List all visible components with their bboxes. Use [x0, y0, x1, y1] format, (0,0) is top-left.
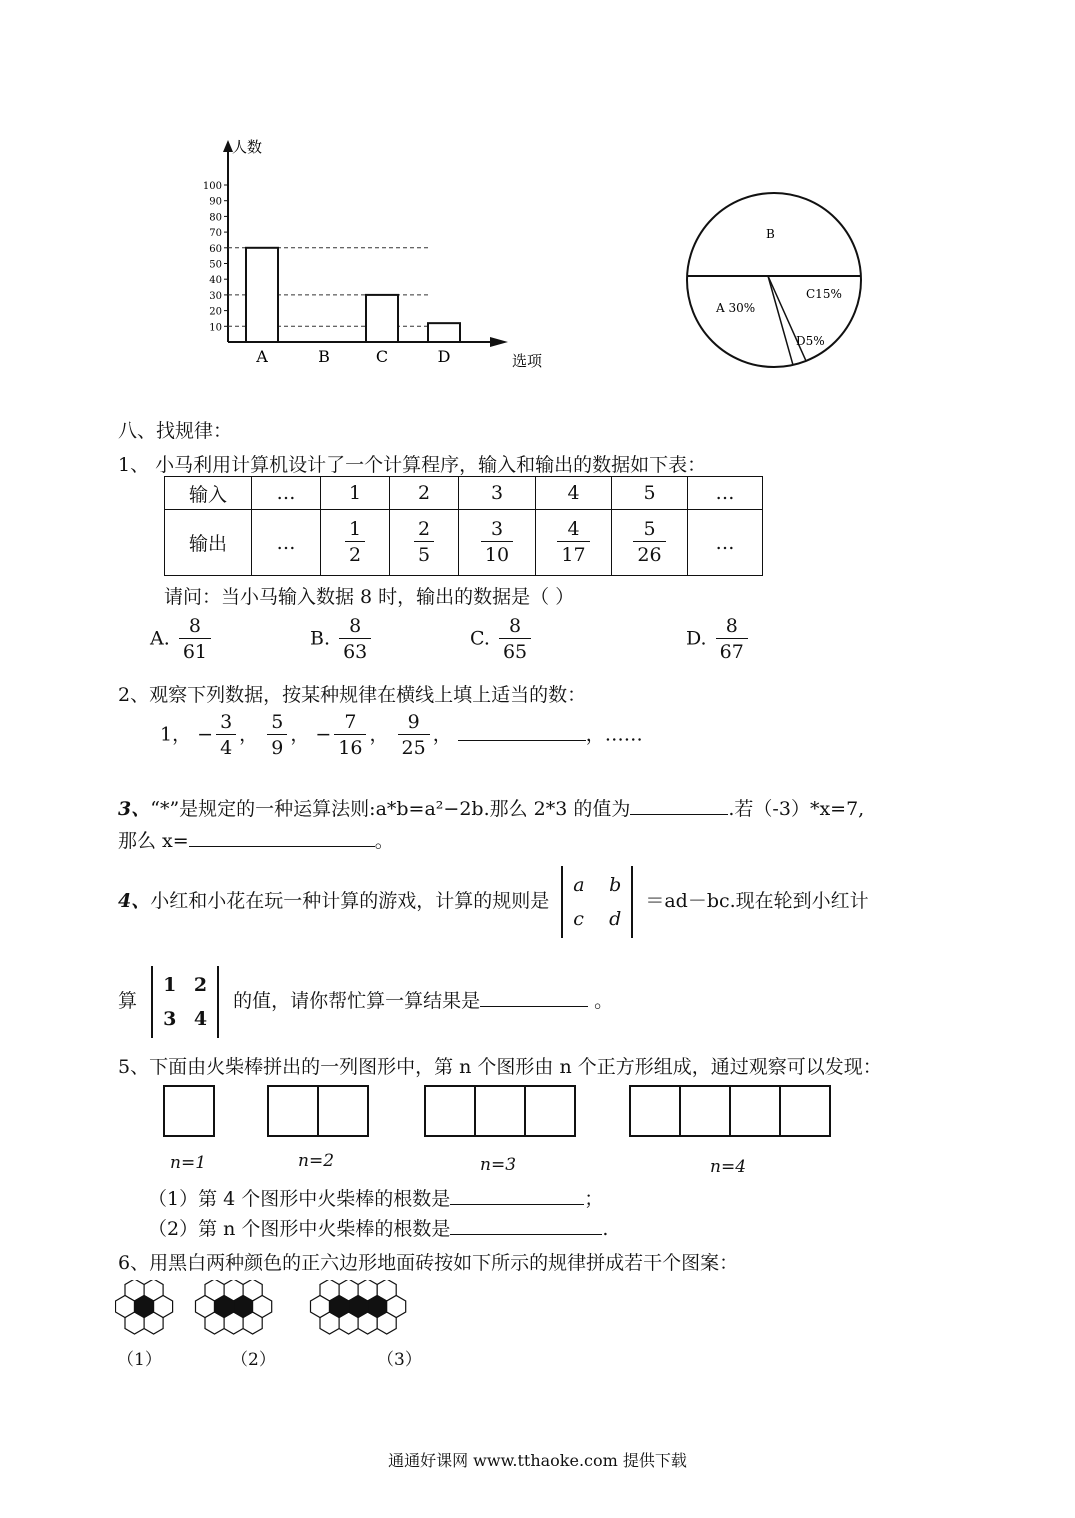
seq-frac-1: $\frac{3}{4}$ [216, 710, 236, 761]
square-n3-b [475, 1086, 525, 1136]
pie-label: B [766, 227, 775, 241]
y-tick-label: 60 [209, 243, 222, 255]
input-cell: 2 [390, 477, 459, 510]
seq-frac-3: $\frac{7}{16}$ [334, 710, 366, 761]
q2-sequence [160, 710, 643, 761]
q5-blank-1[interactable] [450, 1204, 584, 1205]
output-cell: $\frac{2}{5}$ [390, 510, 459, 576]
q4-line1 [118, 866, 869, 938]
square-n3-c [525, 1086, 575, 1136]
q3-end: 。 [374, 830, 394, 852]
pie-chart [680, 180, 870, 380]
q5-sub1: （1）第 4 个图形中火柴棒的根数是 ； [148, 1188, 604, 1210]
matchstick-figures [150, 1080, 850, 1180]
input-cell: 3 [459, 477, 536, 510]
white-tile [387, 1296, 406, 1318]
output-row-label: 输出 [165, 510, 252, 576]
minus-sign: − [315, 723, 332, 746]
black-tile [234, 1296, 253, 1318]
q3-line2-text: 那么 x= [118, 830, 189, 852]
q4-line2 [118, 966, 613, 1038]
input-cell: … [252, 477, 321, 510]
pie-label: D5% [796, 334, 825, 348]
q3-blank-1[interactable] [630, 814, 728, 815]
q2-text: 2、观察下列数据，按某种规律在横线上填上适当的数： [118, 684, 587, 706]
q3-line2 [118, 826, 394, 853]
q1-option[interactable]: A. $\frac{8}{61}$ [150, 614, 214, 665]
bar-D [428, 323, 460, 342]
seq-frac-2: $\frac{5}{9}$ [267, 710, 287, 761]
q6-text: 6、用黑白两种颜色的正六边形地面砖按如下所示的规律拼成若干个图案： [118, 1252, 739, 1274]
x-tick-label: B [318, 347, 330, 366]
input-cell: … [688, 477, 763, 510]
hex-label-3: （3） [377, 1350, 422, 1370]
hexagon-patterns [115, 1280, 465, 1380]
label-n2: n=2 [298, 1151, 335, 1171]
q3-number: 3、 [118, 798, 151, 820]
square-n4-a [630, 1086, 680, 1136]
output-cell: … [688, 510, 763, 576]
footer: 通通好课网 www.tthaoke.com 提供下载 [388, 1451, 687, 1470]
input-cell: 1 [321, 477, 390, 510]
output-cell: $\frac{3}{10}$ [459, 510, 536, 576]
q4-answer-blank[interactable] [480, 1006, 588, 1007]
x-axis-label: 选项 [512, 352, 543, 370]
white-tile [253, 1296, 272, 1318]
hex-label-1: （1） [117, 1350, 162, 1370]
y-axis-label: 人数 [232, 138, 263, 156]
seq-comma: ， [239, 723, 259, 746]
io-table [164, 476, 763, 576]
y-tick-label: 100 [202, 181, 222, 192]
square-n3-a [425, 1086, 475, 1136]
seq-comma: ， [432, 723, 452, 746]
square-n4-b [680, 1086, 730, 1136]
input-row-label: 输入 [165, 477, 252, 510]
seq-first: 1， [160, 723, 192, 746]
x-tick-label: A [256, 347, 268, 366]
q5-sub2: （2）第 n 个图形中火柴棒的根数是 . [148, 1218, 609, 1240]
q1-option[interactable]: B. $\frac{8}{63}$ [310, 614, 374, 665]
q4-line2-post: 的值，请你帮忙算一算结果是 [233, 990, 481, 1012]
black-tile [330, 1296, 349, 1318]
y-tick-label: 40 [209, 275, 222, 287]
q3-mid: .若（-3）*x=7, [728, 798, 865, 820]
square-n1 [164, 1086, 214, 1136]
q2-answer-blank[interactable] [458, 740, 586, 741]
q1-option[interactable]: D. $\frac{8}{67}$ [686, 614, 751, 665]
black-tile [215, 1296, 234, 1318]
white-tile [311, 1296, 330, 1318]
q5-blank-2[interactable] [450, 1234, 602, 1235]
x-tick-label: C [375, 347, 389, 366]
output-cell: … [252, 510, 321, 576]
section-heading: 八、找规律： [118, 420, 233, 442]
q3-blank-2[interactable] [189, 846, 375, 847]
bar-A [246, 248, 278, 342]
input-cell: 4 [536, 477, 612, 510]
white-tile [116, 1296, 135, 1318]
square-n4-d [780, 1086, 830, 1136]
seq-tail: ，…… [585, 723, 643, 746]
q5-text: 5、下面由火柴棒拼出的一列图形中，第 n 个图形由 n 个正方形组成，通过观察可以发现： [118, 1056, 882, 1078]
q3-text: “*”是规定的一种运算法则:a*b=a²−2b.那么 2*3 的值为 [150, 798, 631, 820]
minus-sign: − [197, 723, 214, 746]
bar-chart [190, 130, 560, 375]
black-tile [368, 1296, 387, 1318]
q4-rule: ＝ad－bc.现在轮到小红计 [645, 890, 869, 912]
output-cell: $\frac{1}{2}$ [321, 510, 390, 576]
y-tick-label: 30 [209, 290, 222, 302]
square-n2-a [268, 1086, 318, 1136]
q4-text: 小红和小花在玩一种计算的游戏，计算的规则是 [150, 890, 550, 912]
seq-frac-4: $\frac{9}{25}$ [398, 710, 430, 761]
square-n2-b [318, 1086, 368, 1136]
white-tile [196, 1296, 215, 1318]
label-n1: n=1 [170, 1153, 207, 1173]
white-tile [154, 1296, 173, 1318]
x-tick-label: D [437, 347, 451, 366]
q1-option[interactable]: C. $\frac{8}{65}$ [470, 614, 534, 665]
black-tile [349, 1296, 368, 1318]
output-cell: $\frac{4}{17}$ [536, 510, 612, 576]
y-tick-label: 90 [209, 196, 222, 208]
q1-ask: 请问：当小马输入数据 8 时，输出的数据是（ ） [164, 586, 575, 608]
q4-line2-pre: 算 [118, 990, 138, 1012]
q1-text: 1、 小马利用计算机设计了一个计算程序，输入和输出的数据如下表： [118, 454, 707, 476]
q3-line1 [118, 794, 864, 821]
square-n4-c [730, 1086, 780, 1136]
q4-determinant-2: 1 2 3 4 [151, 966, 219, 1038]
pie-label: C15% [806, 287, 842, 301]
y-tick-label: 20 [209, 306, 222, 318]
input-cell: 5 [612, 477, 688, 510]
pie-label: A 30% [716, 301, 756, 315]
q4-end: 。 [594, 990, 614, 1012]
hex-label-2: （2） [231, 1350, 276, 1370]
label-n4: n=4 [710, 1157, 747, 1177]
y-tick-label: 80 [209, 212, 222, 224]
bar-C [366, 295, 398, 342]
y-tick-label: 50 [209, 259, 222, 271]
pie-outline [687, 193, 861, 367]
output-cell: $\frac{5}{26}$ [612, 510, 688, 576]
label-n3: n=3 [480, 1155, 517, 1175]
y-tick-label: 70 [209, 228, 222, 240]
y-tick-label: 10 [209, 322, 222, 334]
black-tile [135, 1296, 154, 1318]
q4-number: 4、 [118, 890, 151, 912]
seq-comma: ， [369, 723, 389, 746]
q4-determinant: a b c d [561, 866, 633, 938]
seq-comma: ， [290, 723, 310, 746]
